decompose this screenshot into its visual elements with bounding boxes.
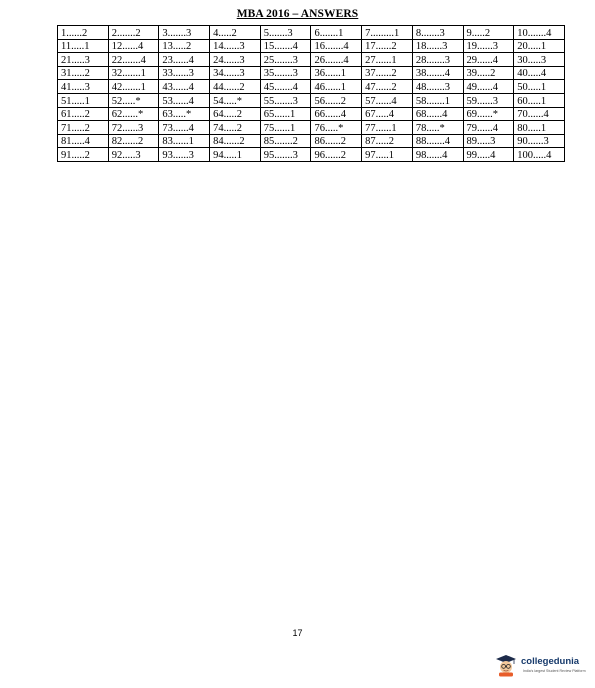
answer-cell: 68......4 — [412, 107, 463, 121]
answer-cell: 2.......2 — [108, 26, 159, 40]
answer-cell: 69......* — [463, 107, 514, 121]
answer-key-table — [57, 25, 565, 162]
answer-cell: 42.......1 — [108, 80, 159, 94]
answer-cell: 36......1 — [311, 66, 362, 80]
answer-cell: 64.....2 — [210, 107, 261, 121]
answer-cell: 84......2 — [210, 134, 261, 148]
answer-cell: 67.....4 — [362, 107, 413, 121]
answer-cell: 23......4 — [159, 53, 210, 67]
answer-cell: 17......2 — [362, 39, 413, 53]
answer-cell: 48.......3 — [412, 80, 463, 94]
answer-cell: 35.......3 — [260, 66, 311, 80]
answer-cell: 90......3 — [514, 134, 565, 148]
answer-cell: 89.....3 — [463, 134, 514, 148]
answer-cell: 96......2 — [311, 148, 362, 162]
answer-cell: 18......3 — [412, 39, 463, 53]
answer-cell: 92.....3 — [108, 148, 159, 162]
answer-cell: 54.....* — [210, 93, 261, 107]
answer-cell: 82......2 — [108, 134, 159, 148]
answer-cell: 11.....1 — [58, 39, 109, 53]
answer-cell: 78.....* — [412, 121, 463, 135]
answer-cell: 5.......3 — [260, 26, 311, 40]
answer-cell: 86......2 — [311, 134, 362, 148]
answer-cell: 95.......3 — [260, 148, 311, 162]
answer-cell: 62......* — [108, 107, 159, 121]
answer-cell: 94.....1 — [210, 148, 261, 162]
brand-name: collegedunia — [521, 656, 580, 667]
answer-cell: 61.....2 — [58, 107, 109, 121]
answer-cell: 38.......4 — [412, 66, 463, 80]
answer-cell: 53......4 — [159, 93, 210, 107]
answer-cell: 22.......4 — [108, 53, 159, 67]
answer-cell: 40.....4 — [514, 66, 565, 80]
answer-cell: 45.......4 — [260, 80, 311, 94]
answer-cell: 31.....2 — [58, 66, 109, 80]
answer-cell: 29......4 — [463, 53, 514, 67]
answer-cell: 15.......4 — [260, 39, 311, 53]
answer-cell: 1......2 — [58, 26, 109, 40]
answer-cell: 41.....3 — [58, 80, 109, 94]
answer-cell: 55.......3 — [260, 93, 311, 107]
answer-cell: 100.....4 — [514, 148, 565, 162]
answer-cell: 97.....1 — [362, 148, 413, 162]
answer-cell: 20.....1 — [514, 39, 565, 53]
answer-row — [58, 93, 565, 107]
answer-cell: 73......4 — [159, 121, 210, 135]
answer-cell: 91.....2 — [58, 148, 109, 162]
answer-cell: 13.....2 — [159, 39, 210, 53]
answer-cell: 49......4 — [463, 80, 514, 94]
answer-cell: 44......2 — [210, 80, 261, 94]
graduate-mascot-icon — [494, 653, 518, 677]
answer-cell: 9.....2 — [463, 26, 514, 40]
answer-cell: 85.......2 — [260, 134, 311, 148]
answer-row — [58, 26, 565, 40]
answer-cell: 32.......1 — [108, 66, 159, 80]
answer-cell: 4.....2 — [210, 26, 261, 40]
answer-cell: 81.....4 — [58, 134, 109, 148]
answer-cell: 24......3 — [210, 53, 261, 67]
answer-cell: 63.....* — [159, 107, 210, 121]
answer-row — [58, 121, 565, 135]
answer-cell: 43......4 — [159, 80, 210, 94]
answer-row — [58, 134, 565, 148]
answer-cell: 80.....1 — [514, 121, 565, 135]
answer-cell: 27......1 — [362, 53, 413, 67]
answer-cell: 98......4 — [412, 148, 463, 162]
answer-cell: 76.....* — [311, 121, 362, 135]
answer-row — [58, 66, 565, 80]
answer-cell: 25.......3 — [260, 53, 311, 67]
answer-cell: 93......3 — [159, 148, 210, 162]
answer-cell: 12......4 — [108, 39, 159, 53]
answer-cell: 50.....1 — [514, 80, 565, 94]
answer-cell: 52.....* — [108, 93, 159, 107]
answer-cell: 71.....2 — [58, 121, 109, 135]
answer-cell: 66......4 — [311, 107, 362, 121]
answer-cell: 8.......3 — [412, 26, 463, 40]
answer-cell: 21.....3 — [58, 53, 109, 67]
answer-cell: 34......3 — [210, 66, 261, 80]
answer-cell: 47......2 — [362, 80, 413, 94]
page-number: 17 — [292, 628, 303, 638]
answer-cell: 14......3 — [210, 39, 261, 53]
answer-cell: 39.....2 — [463, 66, 514, 80]
answer-cell: 87.....2 — [362, 134, 413, 148]
answer-row — [58, 53, 565, 67]
answer-cell: 72......3 — [108, 121, 159, 135]
answer-cell: 79......4 — [463, 121, 514, 135]
answer-cell: 65......1 — [260, 107, 311, 121]
answer-cell: 3.......3 — [159, 26, 210, 40]
answer-cell: 33......3 — [159, 66, 210, 80]
answer-cell: 88.......4 — [412, 134, 463, 148]
answer-cell: 6.......1 — [311, 26, 362, 40]
answer-cell: 19......3 — [463, 39, 514, 53]
brand-logo-block — [494, 653, 590, 679]
answer-cell: 56......2 — [311, 93, 362, 107]
answer-cell: 16.......4 — [311, 39, 362, 53]
answer-cell: 58.......1 — [412, 93, 463, 107]
answer-cell: 99.....4 — [463, 148, 514, 162]
answer-cell: 74.....2 — [210, 121, 261, 135]
answer-cell: 77......1 — [362, 121, 413, 135]
answer-cell: 75......1 — [260, 121, 311, 135]
answer-cell: 28.......3 — [412, 53, 463, 67]
brand-tagline: India's largest Student Review Platform — [523, 669, 586, 673]
answer-row — [58, 148, 565, 162]
answer-cell: 57......4 — [362, 93, 413, 107]
answer-cell: 30.....3 — [514, 53, 565, 67]
answer-row — [58, 107, 565, 121]
answer-cell: 51.....1 — [58, 93, 109, 107]
answer-cell: 46......1 — [311, 80, 362, 94]
answer-cell: 70......4 — [514, 107, 565, 121]
answer-cell: 83......1 — [159, 134, 210, 148]
answer-row — [58, 80, 565, 94]
answer-cell: 7.........1 — [362, 26, 413, 40]
answer-cell: 60.....1 — [514, 93, 565, 107]
answer-row — [58, 39, 565, 53]
answer-cell: 26.......4 — [311, 53, 362, 67]
page-title: MBA 2016 – ANSWERS — [236, 8, 359, 20]
answer-cell: 37......2 — [362, 66, 413, 80]
answer-cell: 10.......4 — [514, 26, 565, 40]
answer-cell: 59......3 — [463, 93, 514, 107]
